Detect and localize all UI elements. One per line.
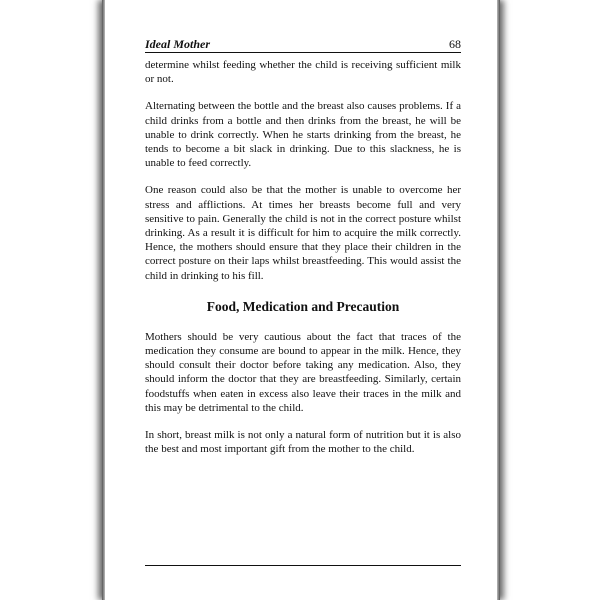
footer-rule bbox=[145, 565, 461, 566]
paragraph-continuation: determine whilst feeding whether the child is receiving sufficient milk or not. bbox=[145, 59, 461, 86]
paragraph-bottle-breast: Alternating between the bottle and the breast also causes problems. If a child drinks from a bottle and then drinks from the breast, he will be unable to drink correctly. When he starts drinking from the breast, he tends to become a bit slack in drinking. Due to this slackness, he is unable to feed correctly. bbox=[145, 100, 461, 170]
page-number: 68 bbox=[449, 37, 461, 51]
page-body bbox=[145, 58, 461, 469]
book-title: Ideal Mother bbox=[145, 37, 211, 51]
paragraph-medication: Mothers should be very cautious about the fact that traces of the medication they consume are bound to appear in the milk. Hence, they should consult their doctor before taking any medication. Also, they should inform the doctor that they are breastfeeding. Similarly, certain foodstuffs when eaten in excess also leave their traces in the milk and this may be detrimental to the child. bbox=[145, 330, 461, 414]
section-heading: Food, Medication and Precaution bbox=[206, 298, 400, 314]
running-header bbox=[145, 36, 461, 53]
book-page bbox=[102, 0, 500, 600]
paragraph-conclusion: In short, breast milk is not only a natural form of nutrition but it is also the best and most important gift from the mother to the child. bbox=[145, 429, 461, 456]
paragraph-stress-posture: One reason could also be that the mother is unable to overcome her stress and afflictions. At times her breasts become full and very sensitive to pain. Generally the child is not in the correct posture whilst drinking. As a result it is difficult for him to acquire the milk correctly. Hence, the mothers should ensure that they place their children in the correct posture on their laps whilst breastfeeding. This would assist the child in drinking to his fill. bbox=[145, 184, 461, 282]
